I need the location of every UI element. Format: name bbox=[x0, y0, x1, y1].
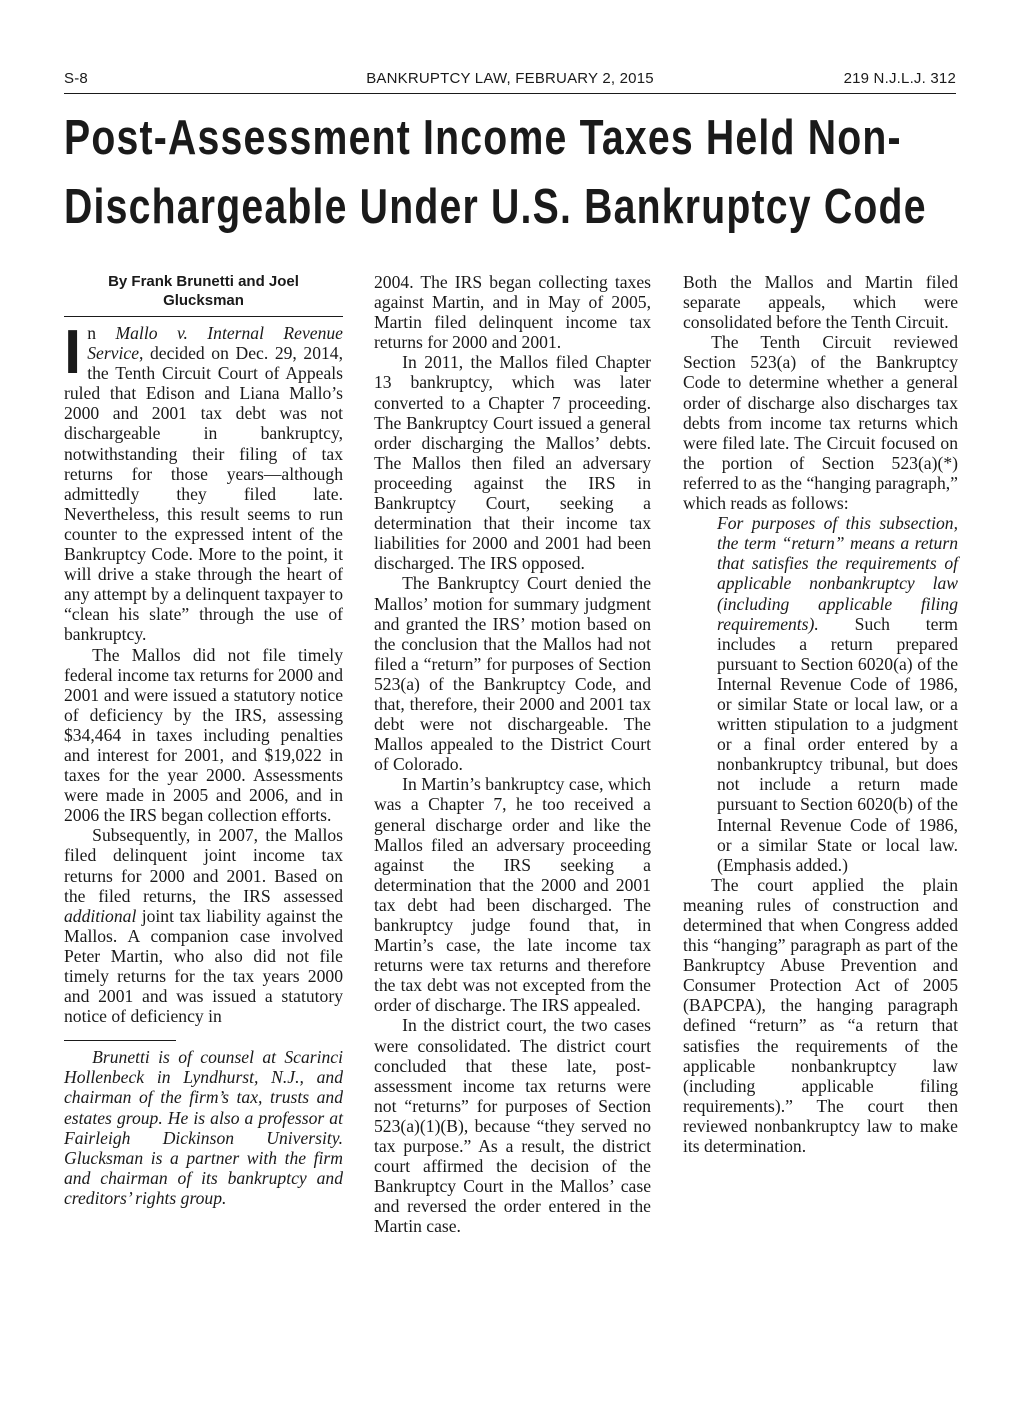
quote-emphasis: For purposes of this subsection, the term “return” means a return that satisfies the requirements of applicable nonbankruptcy law (including applicable filing requirements). bbox=[717, 513, 958, 634]
paragraph: Both the Mallos and Martin filed separate appeals, which were consolidated before the Tenth Circuit. bbox=[683, 272, 958, 333]
paragraph-text: joint tax liability against the Mallos. A companion case involved Peter Martin, who also did not file timely returns for the tax years 2000 and 2001 and was issued a statutory notice of deficiency in bbox=[64, 905, 343, 1027]
page-header bbox=[64, 66, 956, 90]
headline-line-2: Dischargeable Under U.S. Bankruptcy Code bbox=[64, 180, 927, 234]
paragraph: The court applied the plain meaning rules of construction and determined that when Congress added this “hanging” paragraph as part of the Bankruptcy Abuse Prevention and Consumer Protection Act of 2005 (BAPCPA), the hanging paragraph defined “return” as “a return that satisfies the requirements of the applicable nonbankruptcy law (including applicable filing requirements).” The court then reviewed nonbankruptcy law to make its determination. bbox=[683, 874, 958, 1157]
case-name: Mallo v. Internal Revenue Service bbox=[87, 323, 343, 364]
paragraph: The Mallos did not file timely federal income tax returns for 2000 and 2001 and were issued a statutory notice of deficiency by the IRS, assessing $34,464 in taxes including penalties and interest for 2001, and $19,022 in taxes for the year 2000. Assessments were made in 2005 and 2006, and in 2006 the IRS began collection efforts. bbox=[64, 644, 343, 826]
header-divider bbox=[64, 93, 956, 94]
paragraph: 2004. The IRS began collecting taxes against Martin, and in May of 2005, Martin filed delinquent income tax returns for 2000 and 2001. bbox=[374, 272, 651, 353]
publication-dateline: BANKRUPTCY LAW, FEBRUARY 2, 2015 bbox=[366, 70, 654, 87]
quote-text: Such term includes a return prepared pursuant to Section 6020(a) of the Internal Revenue Code of 1986, or similar State or local law, or a written stipulation to a judgment or a final order entered by a nonbankruptcy tribunal, but does not include a return made pursuant to Section 6020(b) of the Internal Revenue Code of 1986, or a similar State or local law. (Emphasis added.) bbox=[717, 613, 958, 875]
bio-divider bbox=[64, 1040, 176, 1041]
author-bio: Brunetti is of counsel at Scarinci Hollenbeck in Lyndhurst, N.J., and chairman of the firm’s tax, trusts and estates group. He is also a professor at Fairleigh Dickinson University. Glucksman is a partner with the firm and chairman of its bankruptcy and creditors’ rights group. bbox=[64, 1047, 343, 1208]
lead-text: , decided on Dec. 29, 2014, the Tenth Circuit Court of Appeals ruled that Edison and Liana Mallo’s 2000 and 2001 tax debt was not dischargeable in bankruptcy, notwithstanding their filing of tax returns for those years—although admittedly they filed late. Nevertheless, this result seems to run counter to the expressed intent of the Bankruptcy Code. More to the point, it will drive a stake through the heart of any attempt by a delinquent taxpayer to “clean his slate” through the use of bankruptcy. bbox=[64, 343, 343, 645]
paragraph-text: Subsequently, in 2007, the Mallos filed delinquent joint income tax returns for 2000 and 2001. Based on the filed returns, the IRS assessed bbox=[64, 825, 343, 906]
paragraph: In the district court, the two cases were consolidated. The district court concluded that these late, post-assessment income tax returns were not “returns” for purposes of Section 523(a)(1)(B), because “they served no tax purpose.” As a result, the district court affirmed the decision of the Bankruptcy Court in the Mallos’ case and reversed the order entered in the Martin case. bbox=[374, 1015, 651, 1237]
column-3 bbox=[683, 272, 958, 1156]
byline: By Frank Brunetti and Joel Glucksman bbox=[108, 273, 299, 309]
drop-cap: I bbox=[64, 318, 82, 387]
paragraph: In Martin’s bankruptcy case, which was a Chapter 7, he too received a general discharge order and like the Mallos filed an adversary proceeding against the IRS seeking a determination that the 2000 and 2001 tax debt had been discharged. The bankruptcy judge found that, in Martin’s case, the late income tax returns were tax returns and therefore the tax debt was not excepted from the order of discharge. The IRS appealed. bbox=[374, 774, 651, 1016]
paragraph: The Bankruptcy Court denied the Mallos’ motion for summary judgment and granted the IRS’ motion based on the conclusion that the Mallos had not filed a “return” for purposes of Section 523(a) of the Bankruptcy Code, and that, therefore, their 2000 and 2001 tax debt were not dischargeable. The Mallos appealed to the District Court of Colorado. bbox=[374, 573, 651, 775]
paragraph bbox=[64, 825, 343, 1026]
page-number: S-8 bbox=[64, 70, 88, 87]
byline-divider bbox=[64, 316, 343, 317]
emphasis-text: additional bbox=[64, 905, 137, 926]
lead-paragraph: In Mallo v. Internal Revenue Service, decided on Dec. 29, 2014, the Tenth Circuit Court of Appeals ruled that Edison and Liana Mallo’s 2000 and 2001 tax debt was not dischargeable in bankruptcy, notwithstanding their filing of tax returns for those years—although admittedly they filed late. Nevertheless, this result seems to run counter to the expressed intent of the Bankruptcy Code. More to the point, it will drive a stake through the heart of any attempt by a delinquent taxpayer to “clean his slate” through the use of bankruptcy. bbox=[64, 318, 343, 645]
headline-line-1: Post-Assessment Income Taxes Held Non- bbox=[64, 111, 902, 165]
article-headline bbox=[64, 104, 927, 242]
paragraph: In 2011, the Mallos filed Chapter 13 bankruptcy, which was later converted to a Chapter 7 proceeding. The Bankruptcy Court issued a general order discharging the Mallos’ debts. The Mallos then filed an adversary proceeding against the IRS in Bankruptcy Court, seeking a determination that their income tax liabilities for 2000 and 2001 had been discharged. The IRS opposed. bbox=[374, 352, 651, 574]
column-1 bbox=[64, 272, 343, 1208]
citation: 219 N.J.L.J. 312 bbox=[843, 70, 956, 87]
column-2 bbox=[374, 272, 651, 1237]
statute-quote bbox=[717, 513, 958, 875]
paragraph: The Tenth Circuit reviewed Section 523(a) of the Bankruptcy Code to determine whether a general order of discharge also discharges tax debts from income tax returns which were filed late. The Circuit focused on the portion of Section 523(a)(*) referred to as the “hanging paragraph,” which reads as follows: bbox=[683, 332, 958, 514]
